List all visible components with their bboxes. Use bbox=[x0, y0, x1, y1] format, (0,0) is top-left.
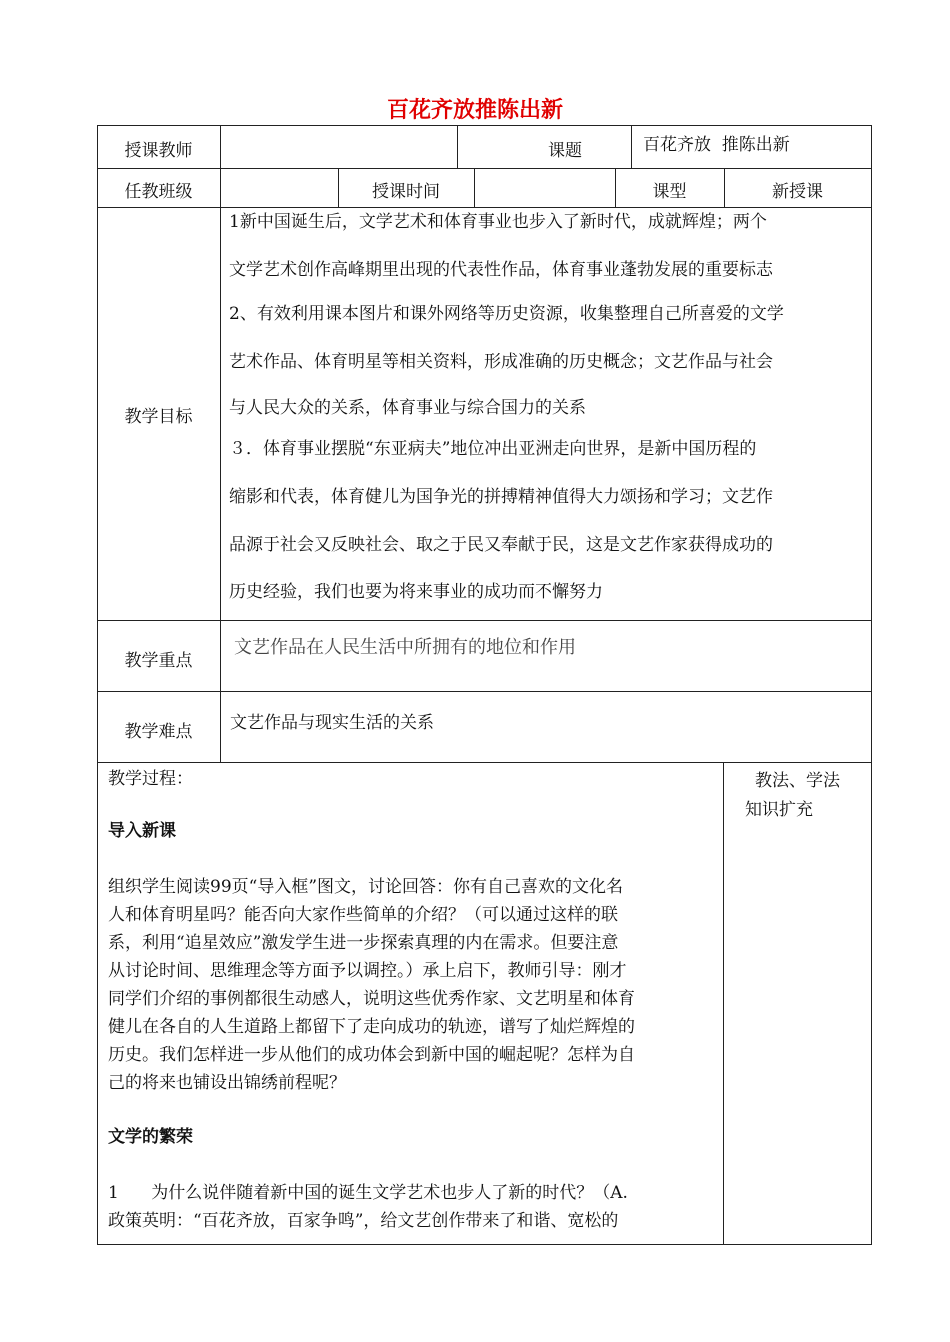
intro-line-5: 同学们介绍的事例都很生动感人，说明这些优秀作家、文艺明星和体育 bbox=[108, 989, 635, 1009]
document-title: 百花齐放推陈出新 bbox=[386, 98, 563, 123]
intro-line-4: 从讨论时间、思维理念等方面予以调控。）承上启下，教师引导：刚才 bbox=[108, 961, 627, 981]
intro-line-6: 健儿在各自的人生道路上都留下了走向成功的轨迹，谱写了灿烂辉煌的 bbox=[108, 1017, 635, 1037]
table-border-top bbox=[97, 125, 872, 126]
row-divider-5 bbox=[97, 762, 872, 763]
topic-value: 百花齐放 推陈出新 bbox=[643, 135, 790, 155]
table-border-right bbox=[871, 125, 872, 1244]
literature-line-1: 1 为什么说伴随着新中国的诞生文学艺术也步人了新的时代？（A. bbox=[108, 1183, 628, 1203]
goal-1-line-2: 文学艺术创作高峰期里出现的代表性作品，体育事业蓬勃发展的重要标志 bbox=[229, 260, 773, 280]
topic-label: 课题 bbox=[548, 141, 582, 161]
methods-label: 教法、学法 bbox=[755, 771, 840, 791]
col-divider-r2-b bbox=[474, 168, 475, 207]
table-border-left bbox=[97, 125, 98, 1244]
difficulty-value: 文艺作品与现实生活的关系 bbox=[230, 713, 434, 733]
goal-3-line-3: 品源于社会又反映社会、取之于民又奉献于民，这是文艺作家获得成功的 bbox=[229, 535, 773, 555]
focus-value: 文艺作品在人民生活中所拥有的地位和作用 bbox=[234, 637, 576, 658]
side-column-divider bbox=[723, 762, 724, 1244]
goals-label: 教学目标 bbox=[124, 407, 193, 427]
class-label: 任教班级 bbox=[124, 182, 193, 202]
focus-label: 教学重点 bbox=[124, 651, 193, 671]
goal-2-line-1: 2、有效利用课本图片和课外网络等历史资源，收集整理自己所喜爱的文学 bbox=[229, 304, 784, 324]
goal-3-line-2: 缩影和代表，体育健儿为国争光的拼搏精神值得大力颂扬和学习；文艺作 bbox=[229, 487, 773, 507]
goal-1-line-1: 1新中国诞生后，文学艺术和体育事业也步入了新时代，成就辉煌；两个 bbox=[229, 212, 767, 232]
row-divider-1 bbox=[97, 168, 872, 169]
intro-line-2: 人和体育明星吗？能否向大家作些简单的介绍？（可以通过这样的联 bbox=[108, 905, 618, 925]
goal-2-line-2: 艺术作品、体育明星等相关资料，形成准确的历史概念；文艺作品与社会 bbox=[229, 352, 773, 372]
table-border-bottom bbox=[97, 1244, 872, 1245]
type-value: 新授课 bbox=[772, 182, 823, 202]
row-divider-4 bbox=[97, 691, 872, 692]
knowledge-extension-label: 知识扩充 bbox=[745, 800, 813, 820]
time-label: 授课时间 bbox=[372, 182, 440, 202]
goal-3-line-1: ３．体育事业摆脱“东亚病夫”地位冲出亚洲走向世界，是新中国历程的 bbox=[229, 439, 757, 459]
intro-line-3: 系，利用“追星效应”激发学生进一步探索真理的内在需求。但要注意 bbox=[108, 933, 619, 953]
row-divider-2 bbox=[97, 207, 872, 208]
row-divider-3 bbox=[97, 620, 872, 621]
teacher-label: 授课教师 bbox=[124, 141, 193, 161]
label-column-divider bbox=[220, 125, 221, 762]
goal-3-line-4: 历史经验，我们也要为将来事业的成功而不懈努力 bbox=[229, 582, 603, 602]
intro-line-1: 组织学生阅读99页“导入框”图文，讨论回答：你有自己喜欢的文化名 bbox=[108, 877, 624, 897]
intro-line-7: 历史。我们怎样进一步从他们的成功体会到新中国的崛起呢？怎样为自 bbox=[108, 1045, 635, 1065]
literature-line-2: 政策英明：“百花齐放，百家争鸣”，给文艺创作带来了和谐、宽松的 bbox=[108, 1211, 619, 1231]
goal-2-line-3: 与人民大众的关系，体育事业与综合国力的关系 bbox=[229, 398, 586, 418]
literature-heading: 文学的繁荣 bbox=[108, 1127, 193, 1147]
intro-heading: 导入新课 bbox=[108, 821, 176, 841]
difficulty-label: 教学难点 bbox=[124, 722, 193, 742]
process-label: 教学过程： bbox=[108, 769, 193, 789]
type-label: 课型 bbox=[652, 182, 687, 202]
intro-line-8: 己的将来也铺设出锦绣前程呢？ bbox=[108, 1073, 346, 1093]
